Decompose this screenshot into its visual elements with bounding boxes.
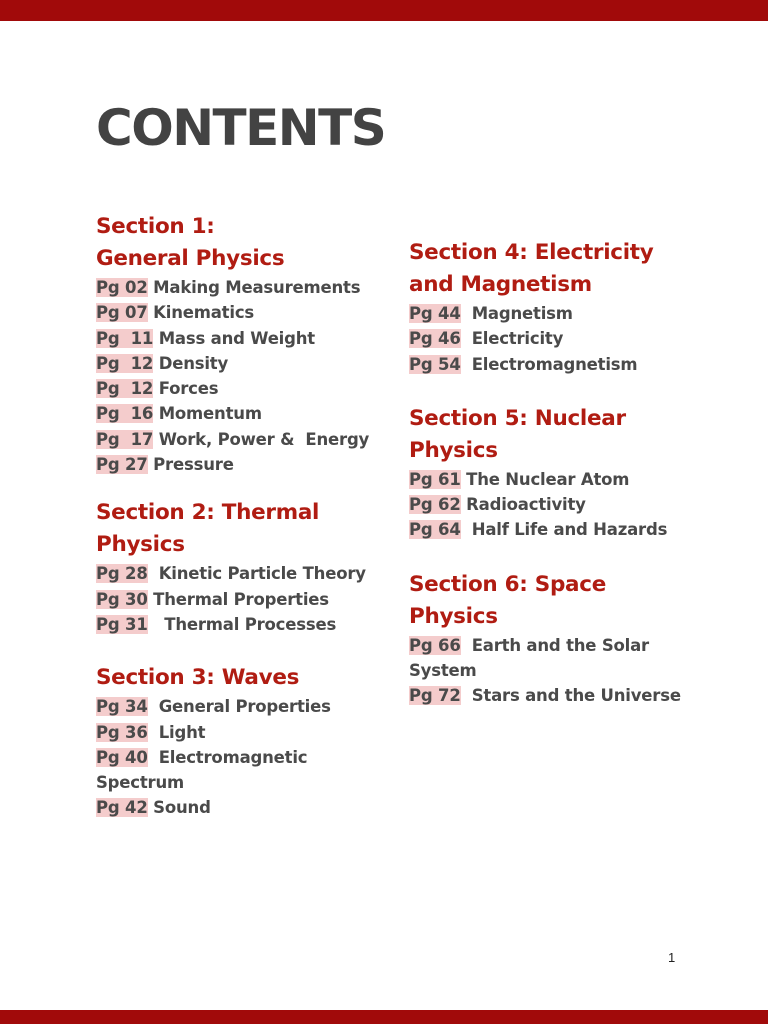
toc-entry[interactable] <box>96 300 396 325</box>
page-ref: Pg 40 <box>96 747 148 767</box>
topic-label: Electromagnetism <box>460 354 638 374</box>
topic-label: Stars and the Universe <box>460 686 681 706</box>
toc-entry[interactable] <box>96 745 396 796</box>
toc-entry[interactable] <box>96 561 396 586</box>
topic-label: Momentum <box>153 404 262 424</box>
page-ref: Pg 02 <box>96 278 148 297</box>
page-ref: Pg 54 <box>409 354 461 374</box>
page-ref: Pg 12 <box>96 353 154 373</box>
topic-label: Light <box>147 722 206 742</box>
page-ref: Pg 46 <box>409 329 461 349</box>
page-ref: Pg 66 <box>409 635 461 655</box>
page-ref: Pg 36 <box>96 722 148 742</box>
page-number: 1 <box>668 950 676 965</box>
section-thermal-physics <box>96 497 396 637</box>
page-ref: Pg 34 <box>96 697 148 717</box>
toc-entry[interactable] <box>96 587 396 612</box>
page-ref: Pg 30 <box>96 589 148 609</box>
toc-entry[interactable] <box>96 427 396 452</box>
page-ref: Pg 62 <box>409 495 461 515</box>
toc-entry[interactable] <box>96 795 396 820</box>
toc-entry[interactable] <box>96 612 396 637</box>
page-ref: Pg 31 <box>96 614 148 634</box>
page-ref: Pg 11 <box>96 328 154 348</box>
page-ref: Pg 27 <box>96 455 148 475</box>
section-waves <box>96 662 396 820</box>
toc-entry[interactable] <box>96 351 396 376</box>
topic-label: Mass and Weight <box>153 328 315 348</box>
topic-label: Forces <box>153 379 219 399</box>
topic-label: Density <box>153 353 229 373</box>
topic-label: General Properties <box>147 697 331 717</box>
section-heading: Section 4: Electricity and Magnetism <box>409 240 654 297</box>
page-ref: Pg 72 <box>409 686 461 706</box>
page-ref: Pg 64 <box>409 520 461 540</box>
topic-label: Work, Power & Energy <box>153 429 370 449</box>
topic-label: Kinematics <box>147 303 255 323</box>
toc-entry[interactable] <box>409 517 709 542</box>
page-ref: Pg 07 <box>96 303 148 323</box>
toc-entry[interactable] <box>96 401 396 426</box>
section-space-physics <box>409 569 709 709</box>
bottom-accent-bar <box>0 1010 768 1024</box>
section-electricity-magnetism <box>409 237 709 377</box>
topic-label: Thermal Properties <box>147 589 329 609</box>
section-heading: Section 3: Waves <box>96 665 300 691</box>
topic-label: Pressure <box>147 455 234 475</box>
toc-entry[interactable] <box>96 275 396 300</box>
page-ref: Pg 17 <box>96 429 154 449</box>
section-heading: Section 5: Nuclear Physics <box>409 405 626 463</box>
toc-entry[interactable] <box>409 326 709 351</box>
page-ref: Pg 42 <box>96 798 148 818</box>
topic-label: Electromagnetic Spectrum <box>96 747 308 793</box>
section-general-physics <box>96 211 396 477</box>
contents-column-left <box>96 211 396 821</box>
section-heading: Section 2: Thermal Physics <box>96 500 320 558</box>
section-heading: Section 1: General Physics <box>96 214 285 271</box>
toc-entry[interactable] <box>409 492 709 517</box>
toc-entry[interactable] <box>409 633 709 684</box>
top-accent-bar <box>0 0 768 21</box>
topic-label: Making Measurements <box>147 278 361 297</box>
toc-entry[interactable] <box>409 467 709 492</box>
topic-label: Radioactivity <box>460 495 586 515</box>
toc-entry[interactable] <box>409 683 709 708</box>
toc-entry[interactable] <box>409 352 709 377</box>
page-ref: Pg 61 <box>409 469 461 489</box>
page-title: CONTENTS <box>96 99 386 157</box>
page-ref: Pg 12 <box>96 379 154 399</box>
toc-entry[interactable] <box>96 452 396 477</box>
toc-entry[interactable] <box>96 694 396 719</box>
section-nuclear-physics <box>409 403 709 543</box>
topic-label: Electricity <box>460 329 564 349</box>
topic-label: Kinetic Particle Theory <box>147 564 366 584</box>
toc-entry[interactable] <box>96 326 396 351</box>
page-ref: Pg 16 <box>96 404 154 424</box>
topic-label: Earth and the Solar System <box>409 635 649 681</box>
toc-entry[interactable] <box>96 376 396 401</box>
toc-entry[interactable] <box>96 720 396 745</box>
topic-label: Magnetism <box>460 304 573 323</box>
page-ref: Pg 44 <box>409 304 461 323</box>
topic-label: The Nuclear Atom <box>460 469 630 489</box>
toc-entry[interactable] <box>409 301 709 326</box>
contents-column-right <box>409 237 709 709</box>
section-heading: Section 6: Space Physics <box>409 571 606 629</box>
topic-label: Thermal Processes <box>147 614 337 634</box>
page-ref: Pg 28 <box>96 564 148 584</box>
topic-label: Sound <box>147 798 211 818</box>
topic-label: Half Life and Hazards <box>460 520 668 540</box>
